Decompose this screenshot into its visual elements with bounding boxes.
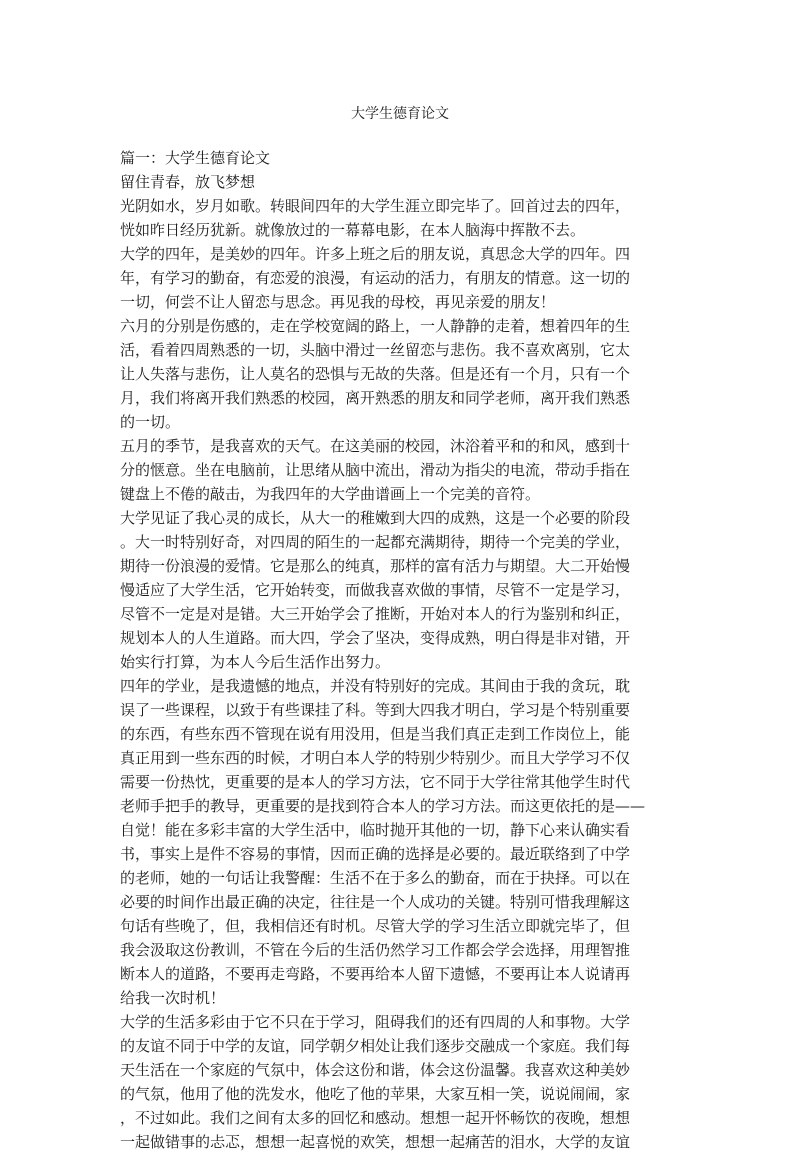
- text-line: 的友谊不同于中学的友谊，同学朝夕相处让我们逐步交融成一个家庭。我们每: [120, 1037, 631, 1055]
- text-line: 的一切。: [120, 413, 181, 431]
- text-line: 书，事实上是件不容易的事情，因而正确的选择是必要的。最近联络到了中学: [120, 845, 631, 863]
- text-line: 六月的分别是伤感的，走在学校宽阔的路上，一人静静的走着，想着四年的生: [120, 317, 631, 335]
- text-line: 句话有些晚了，但，我相信还有时机。尽管大学的学习生活立即就完毕了，但: [120, 917, 631, 935]
- document-title: 大学生德育论文: [351, 106, 449, 122]
- text-line: 分的惬意。坐在电脑前，让思绪从脑中流出，滑动为指尖的电流，带动手指在: [120, 461, 631, 479]
- text-line: 规划本人的人生道路。而大四，学会了坚决，变得成熟，明白得是非对错，开: [120, 629, 631, 647]
- text-line: 一切，何尝不让人留恋与思念。再见我的母校，再见亲爱的朋友！: [120, 293, 556, 311]
- document-body: [120, 146, 672, 1154]
- text-line: 大学的四年，是美妙的四年。许多上班之后的朋友说，真思念大学的四年。四: [120, 245, 631, 263]
- text-line: 天生活在一个家庭的气氛中，体会这份和谐，体会这份温馨。我喜欢这种美妙: [120, 1061, 631, 1079]
- text-line: 一起做错事的忐忑，想想一起喜悦的欢笑，想想一起痛苦的泪水，大学的友谊: [120, 1133, 631, 1151]
- subtitle: 留住青春，放飞梦想: [120, 173, 256, 191]
- text-line: 活，看着四周熟悉的一切，头脑中滑过一丝留恋与悲伤。我不喜欢离别，它太: [120, 341, 631, 359]
- text-line: 我会汲取这份教训，不管在今后的生活仍然学习工作都会学会选择，用理智推: [120, 941, 631, 959]
- text-line: 期待一份浪漫的爱情。它是那么的纯真，那样的富有活力与期望。大二开始慢: [120, 557, 631, 575]
- text-line: 必要的时间作出最正确的决定，往往是一个人成功的关键。特别可惜我理解这: [120, 893, 631, 911]
- text-line: 大学见证了我心灵的成长，从大一的稚嫩到大四的成熟，这是一个必要的阶段: [120, 509, 631, 527]
- text-line: 尽管不一定是对是错。大三开始学会了推断，开始对本人的行为鉴别和纠正，: [120, 605, 631, 623]
- body-text: [120, 194, 672, 1154]
- text-line: 恍如昨日经历犹新。就像放过的一幕幕电影，在本人脑海中挥散不去。: [120, 221, 586, 239]
- text-line: 误了一些课程，以致于有些课挂了科。等到大四我才明白，学习是个特别重要: [120, 701, 631, 719]
- text-line: 的东西，有些东西不管现在说有用没用，但是当我们真正走到工作岗位上，能: [120, 725, 631, 743]
- text-line: 慢适应了大学生活，它开始转变，而做我喜欢做的事情，尽管不一定是学习，: [120, 581, 631, 599]
- text-line: 的气氛，他用了他的洗发水，他吃了他的苹果，大家互相一笑，说说闹闹，家: [120, 1085, 631, 1103]
- text-line: 真正用到一些东西的时候，才明白本人学的特别少特别少。而且大学学习不仅: [120, 749, 631, 767]
- section-heading: 篇一：大学生德育论文: [120, 149, 271, 167]
- text-line: 。大一时特别好奇，对四周的陌生的一起都充满期待，期待一个完美的学业，: [120, 533, 631, 551]
- text-line: 的老师，她的一句话让我警醒：生活不在于多么的勤奋，而在于抉择。可以在: [120, 869, 631, 887]
- text-line: 五月的季节，是我喜欢的天气。在这美丽的校园，沐浴着平和的和风，感到十: [120, 437, 631, 455]
- text-line: 需要一份热忱，更重要的是本人的学习方法，它不同于大学往常其他学生时代: [120, 773, 631, 791]
- text-line: 断本人的道路，不要再走弯路，不要再给本人留下遗憾，不要再让本人说请再: [120, 965, 631, 983]
- text-line: 年，有学习的勤奋，有恋爱的浪漫，有运动的活力，有朋友的情意。这一切的: [120, 269, 631, 287]
- text-line: 给我一次时机！: [120, 989, 226, 1007]
- text-line: 月，我们将离开我们熟悉的校园，离开熟悉的朋友和同学老师，离开我们熟悉: [120, 389, 631, 407]
- text-line: 四年的学业，是我遗憾的地点，并没有特别好的完成。其间由于我的贪玩，耽: [120, 677, 631, 695]
- text-line: 让人失落与悲伤，让人莫名的恐惧与无故的失落。但是还有一个月，只有一个: [120, 365, 631, 383]
- text-line: 光阴如水，岁月如歌。转眼间四年的大学生涯立即完毕了。回首过去的四年，: [120, 197, 631, 215]
- text-line: 始实行打算，为本人今后生活作出努力。: [120, 653, 391, 671]
- text-line: 大学的生活多彩由于它不只在于学习，阻碍我们的还有四周的人和事物。大学: [120, 1013, 631, 1031]
- text-line: 自觉！能在多彩丰富的大学生活中，临时抛开其他的一切，静下心来认确实看: [120, 821, 631, 839]
- text-line: 老师手把手的教导，更重要的是找到符合本人的学习方法。而这更依托的是——: [120, 797, 646, 815]
- text-line: 键盘上不倦的敲击，为我四年的大学曲谱画上一个完美的音符。: [120, 485, 541, 503]
- text-line: ，不过如此。我们之间有太多的回忆和感动。想想一起开怀畅饮的夜晚，想想: [120, 1109, 631, 1127]
